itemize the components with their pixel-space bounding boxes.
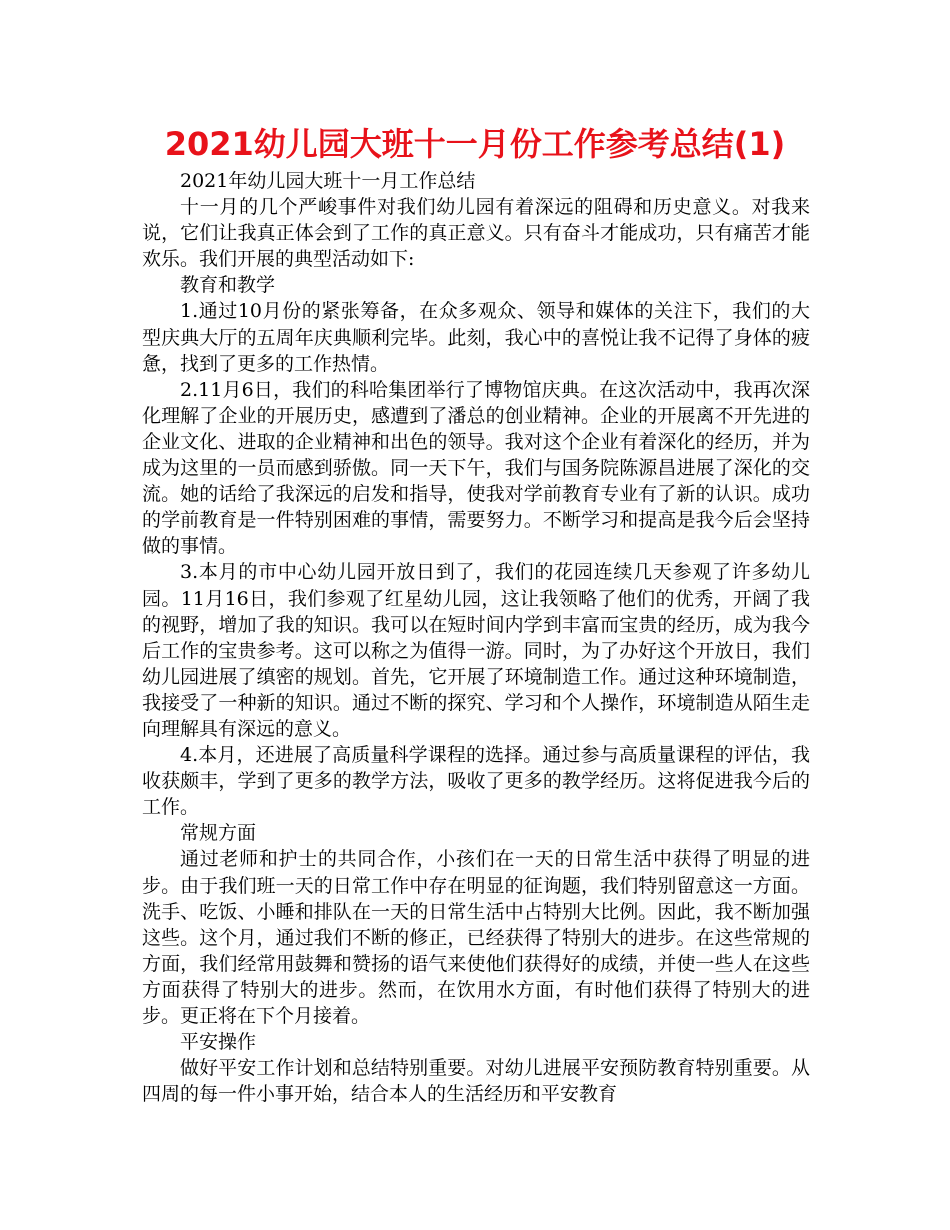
document-body (142, 168, 810, 1107)
safety-paragraph: 做好平安工作计划和总结特别重要。对幼儿进展平安预防教育特别重要。从四周的每一件小事开始，结合本人的生活经历和平安教育 (142, 1057, 810, 1106)
intro-paragraph: 十一月的几个严峻事件对我们幼儿园有着深远的阻碍和历史意义。对我来说，它们让我真正体会到了工作的真正意义。只有奋斗才能成功，只有痛苦才能欢乐。我们开展的典型活动如下: (142, 196, 810, 271)
section-heading-safety: 平安操作 (180, 1031, 257, 1054)
paragraph-item-1: 1.通过10月份的紧张筹备，在众多观众、领导和媒体的关注下，我们的大型庆典大厅的五周年庆典顺利完毕。此刻，我心中的喜悦让我不记得了身体的疲惫，找到了更多的工作热情。 (142, 300, 810, 375)
routine-paragraph: 通过老师和护士的共同合作，小孩们在一天的日常生活中获得了明显的进步。由于我们班一天的日常工作中存在明显的征询题，我们特别留意这一方面。洗手、吃饭、小睡和排队在一天的日常生活中占特别大比例。因此，我不断加强这些。这个月，通过我们不断的修正，已经获得了特别大的进步。在这些常规的方面，我们经常用鼓舞和赞扬的语气来使他们获得好的成绩，并使一些人在这些方面获得了特别大的进步。然而，在饮用水方面，有时他们获得了特别大的进步。更正将在下个月接着。 (142, 848, 810, 1027)
paragraph-item-2: 2.11月6日，我们的科哈集团举行了博物馆庆典。在这次活动中，我再次深化理解了企业的开展历史，感遭到了潘总的创业精神。企业的开展离不开先进的企业文化、进取的企业精神和出色的领导。我对这个企业有着深化的经历，并为成为这里的一员而感到骄傲。同一天下午，我们与国务院陈源昌进展了深化的交流。她的话给了我深远的启发和指导，使我对学前教育专业有了新的认识。成功的学前教育是一件特别困难的事情，需要努力。不断学习和提高是我今后会坚持做的事情。 (142, 378, 810, 558)
document-title: 2021幼儿园大班十一月份工作参考总结(1) (164, 125, 786, 163)
section-heading-education: 教育和教学 (180, 274, 276, 297)
subtitle-line: 2021年幼儿园大班十一月工作总结 (180, 170, 476, 192)
section-heading-routine: 常规方面 (180, 822, 257, 845)
paragraph-item-4: 4.本月，还进展了高质量科学课程的选择。通过参与高质量课程的评估，我收获颇丰，学到了更多的教学方法，吸收了更多的教学经历。这将促进我今后的工作。 (142, 744, 810, 819)
paragraph-item-3: 3.本月的市中心幼儿园开放日到了，我们的花园连续几天参观了许多幼儿园。11月16日，我们参观了红星幼儿园，这让我领略了他们的优秀，开阔了我的视野，增加了我的知识。我可以在短时间内学到丰富而宝贵的经历，成为我今后工作的宝贵参考。这可以称之为值得一游。同时，为了办好这个开放日，我们幼儿园进展了缜密的规划。首先，它开展了环境制造工作。通过这种环境制造，我接受了一种新的知识。通过不断的探究、学习和个人操作，环境制造从陌生走向理解具有深远的意义。 (142, 561, 810, 740)
